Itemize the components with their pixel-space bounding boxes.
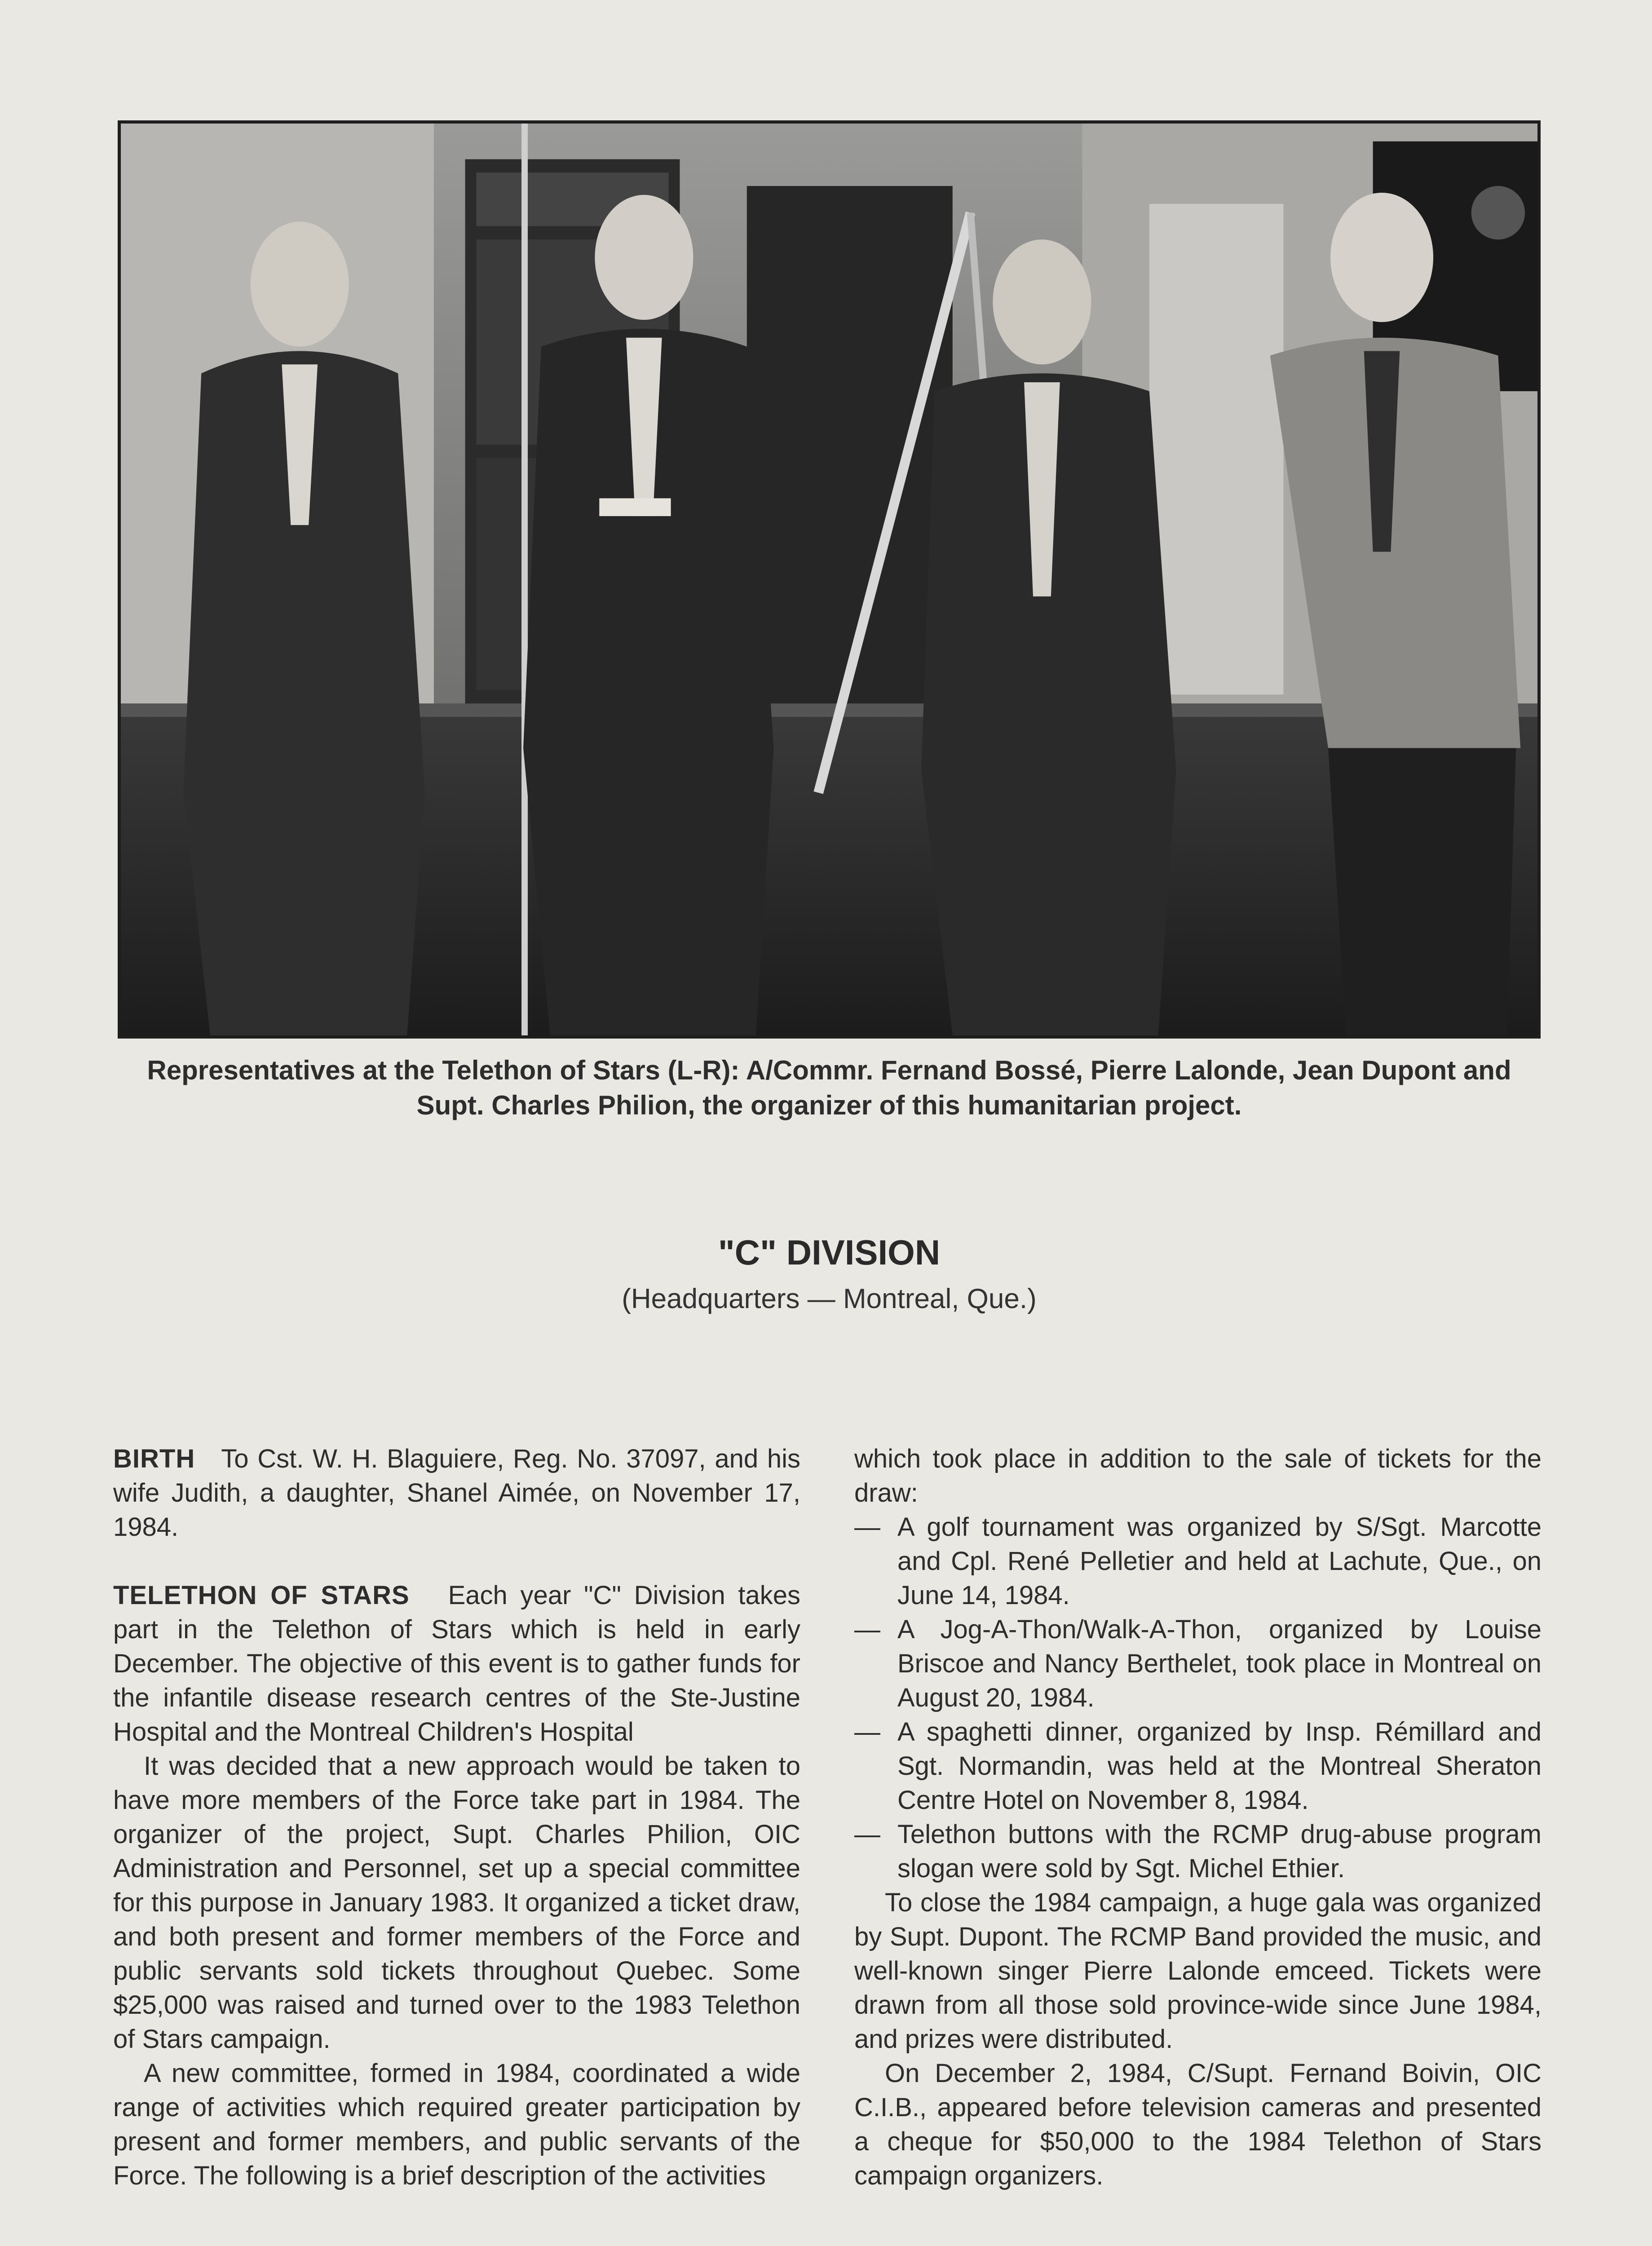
division-title: "C" DIVISION: [718, 1233, 941, 1272]
activity-item-dinner: [854, 1715, 1542, 1817]
cheque-paragraph: On December 2, 1984, C/Supt. Fernand Boivin, OIC C.I.B., appeared before television cameras and presented a cheque for $50,000 to the 1984 Telethon of Stars campaign organizers.: [854, 2059, 1542, 2190]
photo-illustration: [121, 124, 1537, 1035]
activity-text: A Jog-A-Thon/Walk-A-Thon, organized by Louise Briscoe and Nancy Berthelet, took place in Montreal on August 20, 1984.: [897, 1615, 1542, 1712]
activity-text: Telethon buttons with the RCMP drug-abuse program slogan were sold by Sgt. Michel Ethier.: [897, 1820, 1542, 1883]
approach-paragraph: It was decided that a new approach would be taken to have more members of the Force take part in 1984. The organizer of the project, Supt. Charles Philion, OIC Administration and Personnel, set up a special committee for this purpose in January 1983. It organized a ticket draw, and both present and former members of the Force and public servants sold tickets throughout Quebec. Some $25,000 was raised and turned over to the 1983 Telethon of Stars campaign.: [113, 1751, 800, 2054]
activities-intro: which took place in addition to the sale of tickets for the draw:: [854, 1444, 1542, 1508]
dash-bullet: —: [854, 1717, 880, 1746]
right-column: [854, 1442, 1542, 2193]
committee-paragraph: A new committee, formed in 1984, coordinated a wide range of activities which required greater participation by present and former members, and public servants of the Force. The following is a brief description of the activities: [113, 2059, 800, 2190]
left-column: [113, 1442, 800, 2193]
birth-lead: BIRTH: [113, 1444, 195, 1473]
telethon-text: Each year "C" Division takes part in the Telethon of Stars which is held in early December. The objective of this event is to gather funds for the infantile disease research centres of the Ste-Justine Hospital and the Montreal Children's Hospital: [113, 1581, 800, 1746]
activity-item-buttons: [854, 1817, 1542, 1886]
activity-text: A golf tournament was organized by S/Sgt. Marcotte and Cpl. René Pelletier and held at Lachute, Que., on June 14, 1984.: [897, 1512, 1542, 1610]
birth-text: To Cst. W. H. Blaguiere, Reg. No. 37097, and his wife Judith, a daughter, Shanel Aimée, on November 17, 1984.: [113, 1444, 800, 1542]
division-subtitle: (Headquarters — Montreal, Que.): [622, 1283, 1037, 1314]
telethon-photo: [118, 120, 1541, 1039]
dash-bullet: —: [854, 1820, 880, 1849]
telethon-lead: TELETHON OF STARS: [113, 1581, 410, 1610]
photo-caption: Representatives at the Telethon of Stars (L-R): A/Commr. Fernand Bossé, Pierre Lalonde, Jean Dupont and Supt. Charles Philion, the organizer of this humanitarian project.: [147, 1055, 1511, 1120]
birth-paragraph: [113, 1442, 800, 1544]
telethon-paragraph: [113, 1578, 800, 1749]
dash-bullet: —: [854, 1512, 880, 1542]
dash-bullet: —: [854, 1615, 880, 1644]
activity-item-jogathon: [854, 1613, 1542, 1715]
activity-item-golf: [854, 1510, 1542, 1613]
activity-text: A spaghetti dinner, organized by Insp. Rémillard and Sgt. Normandin, was held at the Montreal Sheraton Centre Hotel on November 8, 1984.: [897, 1717, 1542, 1815]
gala-paragraph: To close the 1984 campaign, a huge gala was organized by Supt. Dupont. The RCMP Band provided the music, and well-known singer Pierre Lalonde emceed. Tickets were drawn from all those sold province-wide since June 1984, and prizes were distributed.: [854, 1888, 1542, 2054]
